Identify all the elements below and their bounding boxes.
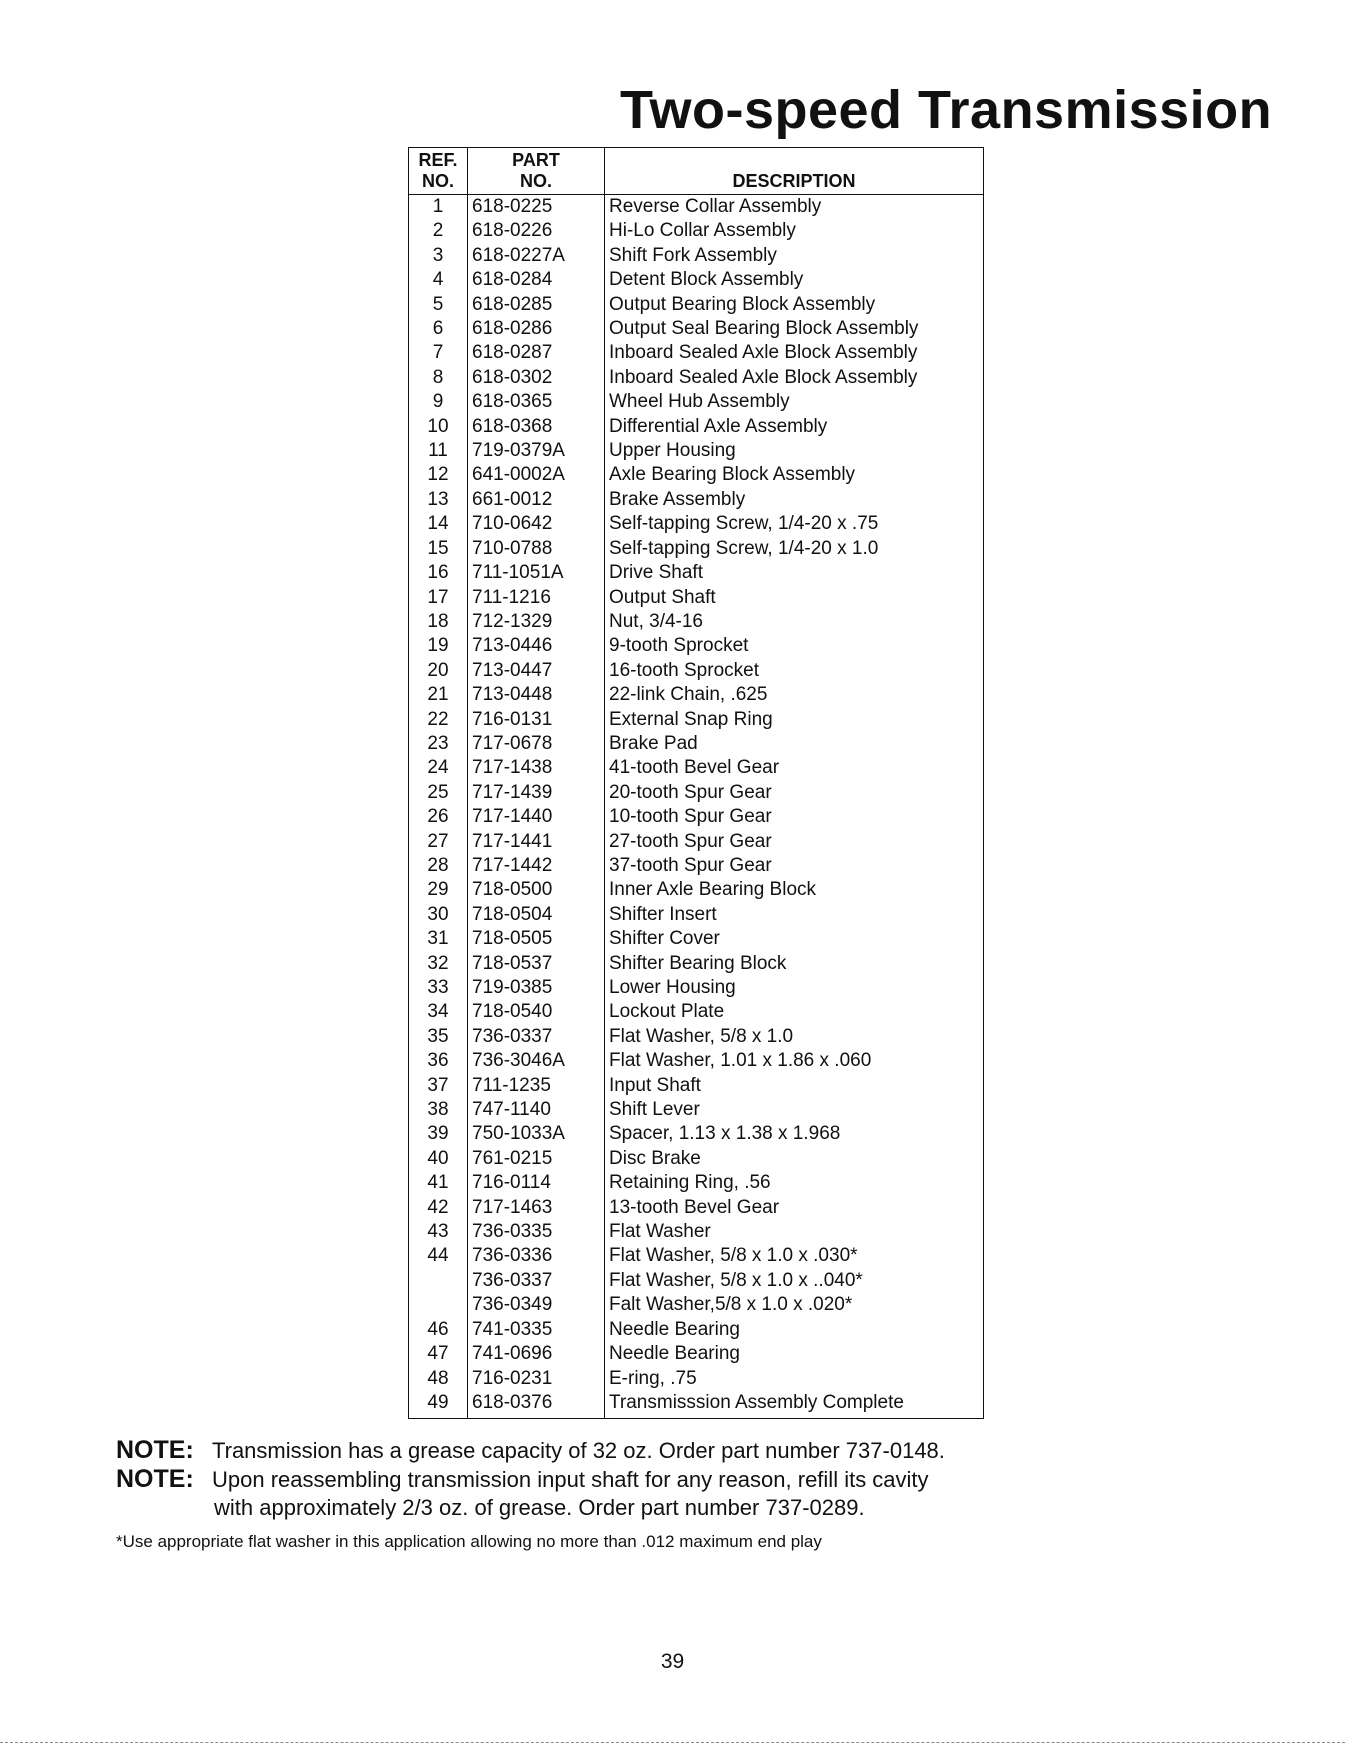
description-cell: Lower Housing bbox=[609, 977, 736, 998]
description-cell: Disc Brake bbox=[609, 1147, 701, 1169]
description-header: DESCRIPTION bbox=[605, 148, 984, 195]
description-cell: Falt Washer,5/8 x 1.0 x .020* bbox=[609, 1294, 853, 1316]
part-no-cell: 713-0447 bbox=[468, 659, 605, 683]
description-cell: 16-tooth Sprocket bbox=[609, 659, 759, 681]
ref-no-header bbox=[409, 148, 468, 195]
ref-no-cell: 22 bbox=[409, 708, 468, 732]
table-row bbox=[409, 634, 984, 658]
ref-no-cell: 5 bbox=[409, 293, 468, 317]
part-no-cell: 711-1216 bbox=[468, 586, 605, 610]
parts-table-body bbox=[409, 195, 984, 1419]
description-cell: 9-tooth Sprocket bbox=[609, 635, 749, 657]
table-row bbox=[409, 976, 984, 1000]
ref-no-cell: 16 bbox=[409, 561, 468, 585]
part-no-cell: 747-1140 bbox=[468, 1098, 605, 1122]
ref-no-cell: 14 bbox=[409, 512, 468, 536]
note-2 bbox=[116, 1465, 1266, 1494]
description-cell: 37-tooth Spur Gear bbox=[609, 854, 772, 876]
ref-no-cell: 12 bbox=[409, 463, 468, 487]
ref-no-cell: 31 bbox=[409, 927, 468, 951]
description-cell: Lockout Plate bbox=[609, 1001, 725, 1023]
description-cell: E-ring, .75 bbox=[609, 1367, 697, 1389]
ref-no-cell: 17 bbox=[409, 586, 468, 610]
description-cell: Inner Axle Bearing Block bbox=[609, 879, 817, 901]
part-no-cell: 711-1235 bbox=[468, 1074, 605, 1098]
ref-no-cell: 40 bbox=[409, 1147, 468, 1171]
table-row bbox=[409, 659, 984, 683]
page-number: 39 bbox=[660, 1650, 685, 1673]
ref-no-cell: 42 bbox=[409, 1196, 468, 1220]
note-2-text-line1: Upon reassembling transmission input shaft for any reason, refill its cavity bbox=[212, 1467, 929, 1492]
description-cell: Axle Bearing Block Assembly bbox=[609, 464, 856, 486]
part-no-cell: 716-0231 bbox=[468, 1367, 605, 1391]
ref-no-cell: 30 bbox=[409, 903, 468, 927]
description-cell: 13-tooth Bevel Gear bbox=[609, 1196, 780, 1218]
table-row bbox=[409, 952, 984, 976]
ref-no-cell: 9 bbox=[409, 390, 468, 414]
description-cell: Spacer, 1.13 x 1.38 x 1.968 bbox=[609, 1123, 841, 1145]
ref-no-cell: 49 bbox=[409, 1391, 468, 1419]
table-row bbox=[409, 732, 984, 756]
ref-no-cell: 2 bbox=[409, 219, 468, 243]
description-cell: 10-tooth Spur Gear bbox=[609, 806, 772, 828]
note-1 bbox=[116, 1436, 1266, 1465]
part-no-cell: 717-0678 bbox=[468, 732, 605, 756]
part-no-cell: 711-1051A bbox=[468, 561, 605, 585]
table-row bbox=[409, 708, 984, 732]
part-no-cell: 618-0285 bbox=[468, 293, 605, 317]
description-cell: Needle Bearing bbox=[609, 1318, 740, 1340]
description-cell: Output Seal Bearing Block Assembly bbox=[609, 318, 919, 340]
part-no-cell: 736-3046A bbox=[468, 1049, 605, 1073]
part-no-cell: 618-0286 bbox=[468, 317, 605, 341]
description-cell: External Snap Ring bbox=[609, 708, 773, 730]
table-row bbox=[409, 488, 984, 512]
part-no-cell: 717-1442 bbox=[468, 854, 605, 878]
part-no-cell: 716-0131 bbox=[468, 708, 605, 732]
description-cell: Retaining Ring, .56 bbox=[609, 1172, 771, 1194]
table-row bbox=[409, 903, 984, 927]
part-no-cell: 710-0642 bbox=[468, 512, 605, 536]
table-row bbox=[409, 1293, 984, 1317]
table-row bbox=[409, 1342, 984, 1366]
table-row bbox=[409, 366, 984, 390]
part-no-cell: 618-0284 bbox=[468, 268, 605, 292]
description-cell: Flat Washer, 5/8 x 1.0 bbox=[609, 1025, 794, 1047]
table-row bbox=[409, 341, 984, 365]
description-cell: Needle Bearing bbox=[609, 1343, 740, 1365]
part-no-cell: 741-0335 bbox=[468, 1318, 605, 1342]
description-cell: Shifter Bearing Block bbox=[609, 952, 787, 974]
ref-no-cell: 27 bbox=[409, 830, 468, 854]
ref-no-cell: 34 bbox=[409, 1000, 468, 1024]
table-row bbox=[409, 1171, 984, 1195]
ref-no-cell bbox=[409, 1269, 468, 1293]
description-cell: Wheel Hub Assembly bbox=[609, 391, 790, 413]
table-row bbox=[409, 1269, 984, 1293]
ref-no-cell: 8 bbox=[409, 366, 468, 390]
description-cell: Reverse Collar Assembly bbox=[609, 196, 822, 217]
part-no-header bbox=[468, 148, 605, 195]
part-no-cell: 718-0537 bbox=[468, 952, 605, 976]
description-cell: Self-tapping Screw, 1/4-20 x .75 bbox=[609, 513, 879, 535]
ref-no-cell: 11 bbox=[409, 439, 468, 463]
ref-no-cell: 19 bbox=[409, 634, 468, 658]
table-row bbox=[409, 1391, 984, 1419]
part-no-cell: 716-0114 bbox=[468, 1171, 605, 1195]
part-no-cell: 736-0337 bbox=[468, 1025, 605, 1049]
table-row bbox=[409, 830, 984, 854]
ref-no-cell: 48 bbox=[409, 1367, 468, 1391]
ref-header-line1: REF. bbox=[418, 150, 458, 170]
table-row bbox=[409, 878, 984, 902]
parts-table-header bbox=[409, 148, 984, 195]
description-cell: Brake Assembly bbox=[609, 488, 746, 510]
part-no-cell: 717-1438 bbox=[468, 756, 605, 780]
part-header-line1: PART bbox=[512, 150, 560, 170]
table-row bbox=[409, 244, 984, 268]
ref-no-cell: 24 bbox=[409, 756, 468, 780]
ref-no-cell: 43 bbox=[409, 1220, 468, 1244]
table-row bbox=[409, 463, 984, 487]
ref-no-cell: 4 bbox=[409, 268, 468, 292]
table-row bbox=[409, 756, 984, 780]
note-1-label: NOTE: bbox=[116, 1436, 194, 1464]
ref-no-cell: 36 bbox=[409, 1049, 468, 1073]
note-1-text: Transmission has a grease capacity of 32 oz. Order part number 737-0148. bbox=[212, 1438, 945, 1463]
ref-no-cell: 44 bbox=[409, 1244, 468, 1268]
ref-no-cell: 7 bbox=[409, 341, 468, 365]
part-no-cell: 618-0368 bbox=[468, 415, 605, 439]
description-cell: Shift Fork Assembly bbox=[609, 244, 777, 266]
table-row bbox=[409, 195, 984, 220]
table-row bbox=[409, 854, 984, 878]
ref-no-cell: 29 bbox=[409, 878, 468, 902]
bottom-rule bbox=[0, 1742, 1345, 1743]
table-row bbox=[409, 1098, 984, 1122]
table-row bbox=[409, 805, 984, 829]
table-row bbox=[409, 317, 984, 341]
part-no-cell: 713-0446 bbox=[468, 634, 605, 658]
ref-no-cell: 41 bbox=[409, 1171, 468, 1195]
table-row bbox=[409, 512, 984, 536]
table-row bbox=[409, 586, 984, 610]
ref-no-cell bbox=[409, 1293, 468, 1317]
part-no-cell: 719-0385 bbox=[468, 976, 605, 1000]
part-no-cell: 712-1329 bbox=[468, 610, 605, 634]
footnote: *Use appropriate flat washer in this application allowing no more than .012 maximum end play bbox=[116, 1532, 822, 1551]
part-no-cell: 719-0379A bbox=[468, 439, 605, 463]
ref-no-cell: 13 bbox=[409, 488, 468, 512]
part-no-cell: 718-0505 bbox=[468, 927, 605, 951]
note-2-text-line2: with approximately 2/3 oz. of grease. Order part number 737-0289. bbox=[214, 1495, 865, 1520]
description-cell: Output Shaft bbox=[609, 586, 716, 608]
part-no-cell: 618-0376 bbox=[468, 1391, 605, 1419]
ref-no-cell: 20 bbox=[409, 659, 468, 683]
part-no-cell: 710-0788 bbox=[468, 537, 605, 561]
ref-no-cell: 3 bbox=[409, 244, 468, 268]
table-row bbox=[409, 390, 984, 414]
description-cell: Hi-Lo Collar Assembly bbox=[609, 220, 796, 242]
part-no-cell: 713-0448 bbox=[468, 683, 605, 707]
part-no-cell: 736-0336 bbox=[468, 1244, 605, 1268]
ref-no-cell: 6 bbox=[409, 317, 468, 341]
ref-no-cell: 23 bbox=[409, 732, 468, 756]
part-no-cell: 718-0504 bbox=[468, 903, 605, 927]
table-row bbox=[409, 219, 984, 243]
description-cell: 41-tooth Bevel Gear bbox=[609, 757, 780, 779]
part-no-cell: 717-1463 bbox=[468, 1196, 605, 1220]
table-row bbox=[409, 561, 984, 585]
ref-no-cell: 47 bbox=[409, 1342, 468, 1366]
part-header-line2: NO. bbox=[519, 171, 552, 191]
part-no-cell: 718-0540 bbox=[468, 1000, 605, 1024]
table-row bbox=[409, 683, 984, 707]
notes-section bbox=[116, 1436, 1266, 1522]
ref-no-cell: 26 bbox=[409, 805, 468, 829]
table-row bbox=[409, 1025, 984, 1049]
table-row bbox=[409, 415, 984, 439]
ref-no-cell: 1 bbox=[409, 195, 468, 220]
table-row bbox=[409, 1074, 984, 1098]
description-cell: Differential Axle Assembly bbox=[609, 415, 828, 437]
part-no-cell: 741-0696 bbox=[468, 1342, 605, 1366]
part-no-cell: 717-1439 bbox=[468, 781, 605, 805]
table-row bbox=[409, 439, 984, 463]
description-cell: Inboard Sealed Axle Block Assembly bbox=[609, 342, 918, 364]
table-row bbox=[409, 1318, 984, 1342]
description-cell: Detent Block Assembly bbox=[609, 269, 804, 291]
ref-no-cell: 46 bbox=[409, 1318, 468, 1342]
table-row bbox=[409, 1196, 984, 1220]
table-row bbox=[409, 610, 984, 634]
table-row bbox=[409, 1122, 984, 1146]
part-no-cell: 717-1441 bbox=[468, 830, 605, 854]
description-cell: Inboard Sealed Axle Block Assembly bbox=[609, 366, 918, 388]
ref-header-line2: NO. bbox=[421, 171, 454, 191]
ref-no-cell: 38 bbox=[409, 1098, 468, 1122]
description-cell: Flat Washer, 1.01 x 1.86 x .060 bbox=[609, 1050, 872, 1072]
table-row bbox=[409, 1220, 984, 1244]
description-cell: Shifter Cover bbox=[609, 928, 720, 950]
ref-no-cell: 25 bbox=[409, 781, 468, 805]
description-cell: Flat Washer bbox=[609, 1221, 711, 1243]
part-no-cell: 750-1033A bbox=[468, 1122, 605, 1146]
table-row bbox=[409, 1049, 984, 1073]
description-cell: Shift Lever bbox=[609, 1099, 700, 1121]
part-no-cell: 736-0337 bbox=[468, 1269, 605, 1293]
description-cell: Input Shaft bbox=[609, 1074, 701, 1096]
description-cell: Transmisssion Assembly Complete bbox=[609, 1391, 904, 1413]
description-cell: Brake Pad bbox=[609, 732, 698, 754]
description-cell: Shifter Insert bbox=[609, 903, 717, 925]
ref-no-cell: 10 bbox=[409, 415, 468, 439]
description-cell: Upper Housing bbox=[609, 440, 736, 462]
part-no-cell: 736-0335 bbox=[468, 1220, 605, 1244]
page-title: Two-speed Transmission bbox=[620, 80, 1273, 140]
part-no-cell: 718-0500 bbox=[468, 878, 605, 902]
ref-no-cell: 15 bbox=[409, 537, 468, 561]
ref-no-cell: 33 bbox=[409, 976, 468, 1000]
part-no-cell: 618-0225 bbox=[468, 195, 605, 220]
description-cell: Nut, 3/4-16 bbox=[609, 610, 703, 632]
ref-no-cell: 39 bbox=[409, 1122, 468, 1146]
part-no-cell: 618-0365 bbox=[468, 390, 605, 414]
part-no-cell: 618-0302 bbox=[468, 366, 605, 390]
description-cell: 20-tooth Spur Gear bbox=[609, 781, 772, 803]
part-no-cell: 618-0226 bbox=[468, 219, 605, 243]
part-no-cell: 618-0287 bbox=[468, 341, 605, 365]
table-row bbox=[409, 268, 984, 292]
table-row bbox=[409, 927, 984, 951]
description-cell: Drive Shaft bbox=[609, 562, 703, 584]
part-no-cell: 641-0002A bbox=[468, 463, 605, 487]
ref-no-cell: 18 bbox=[409, 610, 468, 634]
note-2-label: NOTE: bbox=[116, 1465, 194, 1493]
description-cell: Flat Washer, 5/8 x 1.0 x ..040* bbox=[609, 1269, 863, 1291]
table-row bbox=[409, 293, 984, 317]
table-row bbox=[409, 1147, 984, 1171]
description-cell: Self-tapping Screw, 1/4-20 x 1.0 bbox=[609, 537, 879, 559]
table-header-row bbox=[409, 148, 984, 195]
part-no-cell: 618-0227A bbox=[468, 244, 605, 268]
description-cell: Output Bearing Block Assembly bbox=[609, 293, 876, 315]
table-row bbox=[409, 1244, 984, 1268]
part-no-cell: 761-0215 bbox=[468, 1147, 605, 1171]
part-no-cell: 717-1440 bbox=[468, 805, 605, 829]
ref-no-cell: 35 bbox=[409, 1025, 468, 1049]
part-no-cell: 736-0349 bbox=[468, 1293, 605, 1317]
part-no-cell: 661-0012 bbox=[468, 488, 605, 512]
description-cell: Flat Washer, 5/8 x 1.0 x .030* bbox=[609, 1245, 858, 1267]
table-row bbox=[409, 781, 984, 805]
table-row bbox=[409, 1000, 984, 1024]
description-cell: 22-link Chain, .625 bbox=[609, 684, 768, 706]
ref-no-cell: 21 bbox=[409, 683, 468, 707]
ref-no-cell: 32 bbox=[409, 952, 468, 976]
table-row bbox=[409, 537, 984, 561]
ref-no-cell: 28 bbox=[409, 854, 468, 878]
parts-table bbox=[408, 147, 984, 1419]
ref-no-cell: 37 bbox=[409, 1074, 468, 1098]
table-row bbox=[409, 1367, 984, 1391]
description-cell: 27-tooth Spur Gear bbox=[609, 830, 772, 852]
